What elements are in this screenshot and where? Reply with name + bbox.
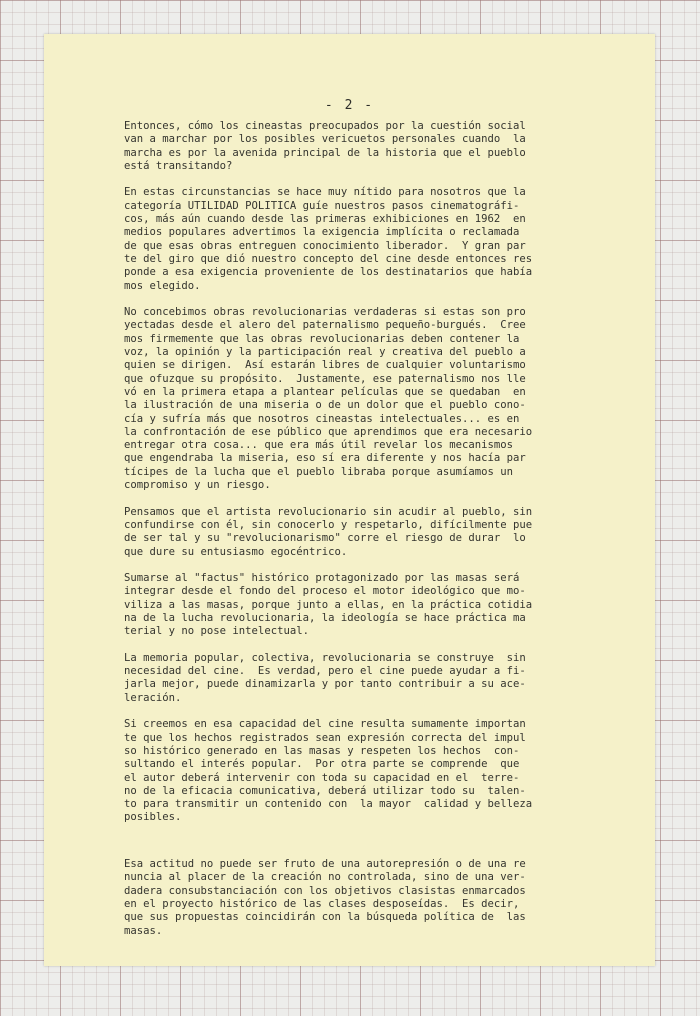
text-line: posibles.: [124, 811, 182, 824]
text-line: confundirse con él, sin conocerlo y respetarlo, difícilmente pue: [124, 518, 533, 531]
paragraph-8: [124, 858, 584, 938]
text-line: En estas circunstancias se hace muy nítido para nosotros que la: [124, 186, 526, 199]
text-line: marcha es por la avenida principal de la historia que el pueblo: [124, 146, 526, 159]
text-line: La memoria popular, colectiva, revolucionaria se construye sin: [124, 651, 526, 664]
text-line: tícipes de la lucha que el pueblo libraba porque asumíamos un: [124, 465, 514, 478]
text-line: integrar desde el fondo del proceso el motor ideológico que mo-: [124, 585, 526, 598]
paragraph-3: [124, 306, 584, 492]
typed-page: [44, 34, 655, 966]
text-line: te del giro que dió nuestro concepto del cine desde entonces res: [124, 252, 533, 265]
text-line: el autor deberá intervenir con toda su capacidad en el terre-: [124, 771, 520, 784]
text-line: quien se dirigen. Así estarán libres de cualquier voluntarismo: [124, 359, 526, 372]
text-line: nuncia al placer de la creación no controlada, sino de una ver-: [124, 871, 526, 884]
paragraph-2: [124, 186, 584, 292]
text-line: necesidad del cine. Es verdad, pero el cine puede ayudar a fi-: [124, 665, 526, 678]
text-line: de ser tal y su "revolucionarismo" corre el riesgo de durar lo: [124, 532, 526, 545]
text-line: dadera consubstanciación con los objetivos clasistas enmarcados: [124, 884, 526, 897]
text-line: viliza a las masas, porque junto a ellas, en la práctica cotidia: [124, 598, 533, 611]
text-line: van a marchar por los posibles vericuetos personales cuando la: [124, 133, 526, 146]
text-line: no de la eficacia comunicativa, deberá utilizar todo su talen-: [124, 784, 526, 797]
text-line: que sus propuestas coincidirán con la búsqueda política de las: [124, 911, 526, 924]
text-line: Pensamos que el artista revolucionario sin acudir al pueblo, sin: [124, 505, 533, 518]
text-line: masas.: [124, 924, 163, 937]
paragraph-1: [124, 120, 584, 173]
text-line: cía y sufría más que nosotros cineastas intelectuales... es en: [124, 412, 520, 425]
text-line: Sumarse al "factus" histórico protagonizado por las masas será: [124, 572, 520, 585]
text-line: vó en la primera etapa a plantear películas que se quedaban en: [124, 385, 526, 398]
text-line: sultando el interés popular. Por otra parte se comprende que: [124, 758, 520, 771]
page-number: - 2 -: [324, 98, 375, 113]
text-line: te que los hechos registrados sean expresión correcta del impul: [124, 731, 526, 744]
text-line: en el proyecto histórico de las clases desposeídas. Es decir,: [124, 897, 520, 910]
text-line: categoría UTILIDAD POLITICA guíe nuestros pasos cinematográfi-: [124, 199, 520, 212]
text-line: cos, más aún cuando desde las primeras exhibiciones en 1962 en: [124, 213, 526, 226]
text-line: terial y no pose intelectual.: [124, 625, 309, 638]
text-line: so histórico generado en las masas y respeten los hechos con-: [124, 744, 520, 757]
document-body: [124, 120, 584, 938]
text-line: de que esas obras entreguen conocimiento liberador. Y gran par: [124, 239, 526, 252]
paragraph-5: [124, 572, 584, 638]
text-line: que dure su entusiasmo egocéntrico.: [124, 545, 348, 558]
text-line: la confrontación de ese público que aprendimos que era necesario: [124, 425, 533, 438]
text-line: está transitando?: [124, 159, 233, 172]
text-line: mos firmemente que las obras revolucionarias deben contener la: [124, 332, 520, 345]
text-line: la ilustración de una miseria o de un dolor que el pueblo cono-: [124, 399, 526, 412]
text-line: entregar otra cosa... que era más útil revelar los mecanismos: [124, 439, 514, 452]
text-line: to para transmitir un contenido con la mayor calidad y belleza: [124, 798, 533, 811]
text-line: medios populares advertimos la exigencia implícita o reclamada: [124, 226, 520, 239]
text-line: ponde a esa exigencia proveniente de los destinatarios que había: [124, 266, 533, 279]
text-line: leración.: [124, 691, 182, 704]
text-line: na de la lucha revolucionaria, la ideología se hace práctica ma: [124, 611, 526, 624]
text-line: voz, la opinión y la participación real y creativa del pueblo a: [124, 346, 526, 359]
text-line: Entonces, cómo los cineastas preocupados por la cuestión social: [124, 120, 526, 132]
text-line: yectadas desde el alero del paternalismo pequeño-burgués. Cree: [124, 319, 526, 332]
text-line: mos elegido.: [124, 279, 201, 292]
text-line: compromiso y un riesgo.: [124, 479, 271, 492]
text-line: jarla mejor, puede dinamizarla y por tanto contribuir a su ace-: [124, 678, 526, 691]
text-line: Si creemos en esa capacidad del cine resulta sumamente importan: [124, 718, 526, 731]
paragraph-6: [124, 652, 584, 705]
text-line: No concebimos obras revolucionarias verdaderas si estas son pro: [124, 306, 526, 319]
text-line: que engendraba la miseria, eso sí era diferente y nos hacía par: [124, 452, 526, 465]
text-line: que ofuzque su propósito. Justamente, ese paternalismo nos lle: [124, 372, 526, 385]
text-line: Esa actitud no puede ser fruto de una autorepresión o de una re: [124, 858, 526, 871]
paragraph-7: [124, 718, 584, 824]
paragraph-4: [124, 506, 584, 559]
